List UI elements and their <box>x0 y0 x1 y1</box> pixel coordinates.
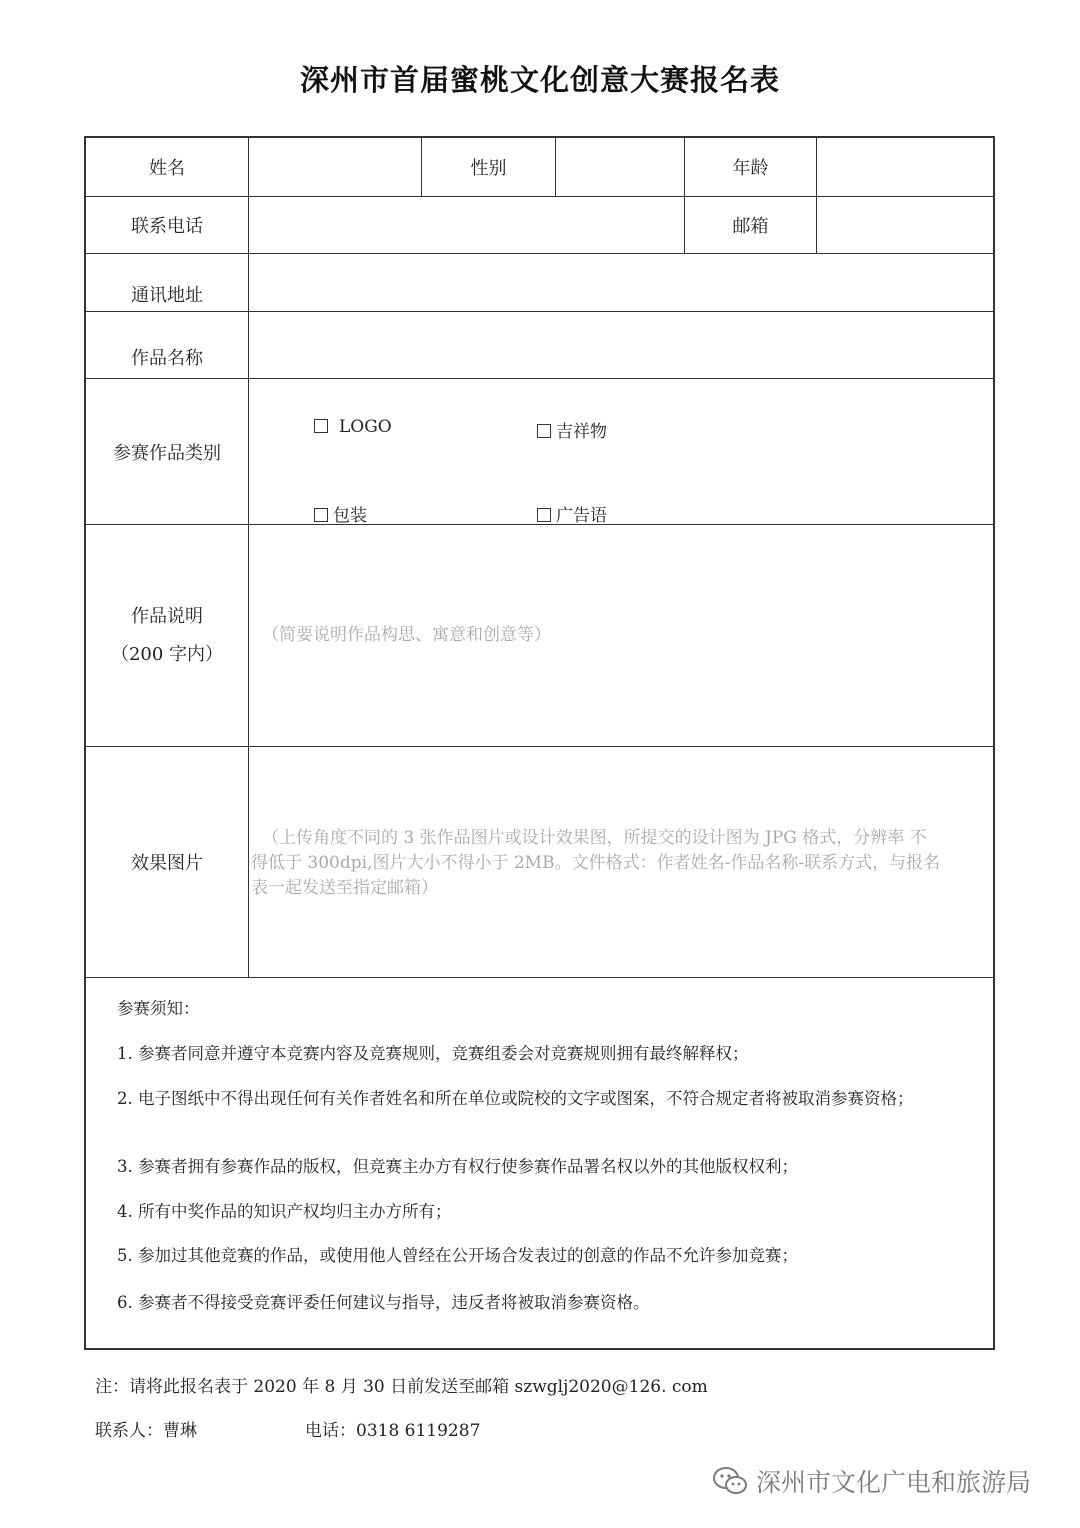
gender-field[interactable] <box>556 138 684 196</box>
address-label: 通讯地址 <box>131 285 203 306</box>
notice-title: 参赛须知： <box>117 999 200 1018</box>
image-hint: （上传角度不同的 3 张作品图片或设计效果图，所提交的设计图为 JPG 格式，分辨率 不 得低于 300dpi,图片大小不得小于 2MB。文件格式：作者姓名-作品名称-联系方式，与报名 表一起发送至指定邮箱） <box>251 828 941 898</box>
form-title: 深州市首届蜜桃文化创意大赛报名表 <box>299 63 780 97</box>
contact-person: 联系人：曹琳 <box>95 1421 197 1441</box>
gender-label: 性别 <box>470 158 507 179</box>
checkbox-icon[interactable] <box>314 508 328 522</box>
name-label: 姓名 <box>149 158 185 179</box>
image-upload-area[interactable] <box>249 747 993 977</box>
contact-phone: 电话：0318 6119287 <box>305 1421 481 1441</box>
category-option-packaging[interactable]: 包装 <box>314 501 367 526</box>
notice-item-6: 6. 参赛者不得接受竞赛评委任何建议与指导，违反者将被取消参赛资格。 <box>117 1293 650 1312</box>
address-field[interactable] <box>249 254 993 311</box>
description-label: 作品说明 （200 字内） <box>110 605 224 665</box>
submission-note: 注：请将此报名表于 2020 年 8 月 30 日前发送至邮箱 szwglj2020@126. com <box>95 1377 708 1397</box>
category-option-mascot[interactable]: 吉祥物 <box>537 417 607 442</box>
category-label: 参赛作品类别 <box>113 442 221 464</box>
phone-field[interactable] <box>249 197 684 253</box>
name-field[interactable] <box>249 138 421 196</box>
checkbox-icon[interactable] <box>537 508 551 522</box>
description-field[interactable] <box>249 525 993 746</box>
notice-item-5: 5. 参加过其他竞赛的作品，或使用他人曾经在公开场合发表过的创意的作品不允许参加竞赛； <box>117 1246 798 1265</box>
phone-label: 联系电话 <box>131 216 203 237</box>
email-label: 邮箱 <box>732 216 769 237</box>
age-label: 年龄 <box>732 158 769 179</box>
notice-item-4: 4. 所有中奖作品的知识产权均归主办方所有； <box>117 1202 452 1221</box>
wechat-icon <box>712 1466 748 1496</box>
category-option-slogan[interactable]: 广告语 <box>537 501 607 526</box>
watermark: 深州市文化广电和旅游局 <box>712 1464 1031 1498</box>
image-label: 效果图片 <box>131 853 203 874</box>
notice-item-2: 2. 电子图纸中不得出现任何有关作者姓名和所在单位或院校的文字或图案，不符合规定者将被取消参赛资格； <box>117 1089 914 1108</box>
description-hint: （简要说明作品构思、寓意和创意等） <box>262 625 551 645</box>
category-option-logo[interactable]: LOGO <box>314 417 392 437</box>
notice-item-3: 3. 参赛者拥有参赛作品的版权，但竞赛主办方有权行使参赛作品署名权以外的其他版权权利； <box>117 1157 798 1176</box>
age-field[interactable] <box>817 138 993 196</box>
work-name-label: 作品名称 <box>131 348 203 369</box>
checkbox-icon[interactable] <box>314 419 328 433</box>
checkbox-icon[interactable] <box>537 424 551 438</box>
notice-item-1: 1. 参赛者同意并遵守本竞赛内容及竞赛规则，竞赛组委会对竞赛规则拥有最终解释权； <box>117 1044 749 1063</box>
work-name-field[interactable] <box>249 312 993 378</box>
email-field[interactable] <box>817 197 993 253</box>
